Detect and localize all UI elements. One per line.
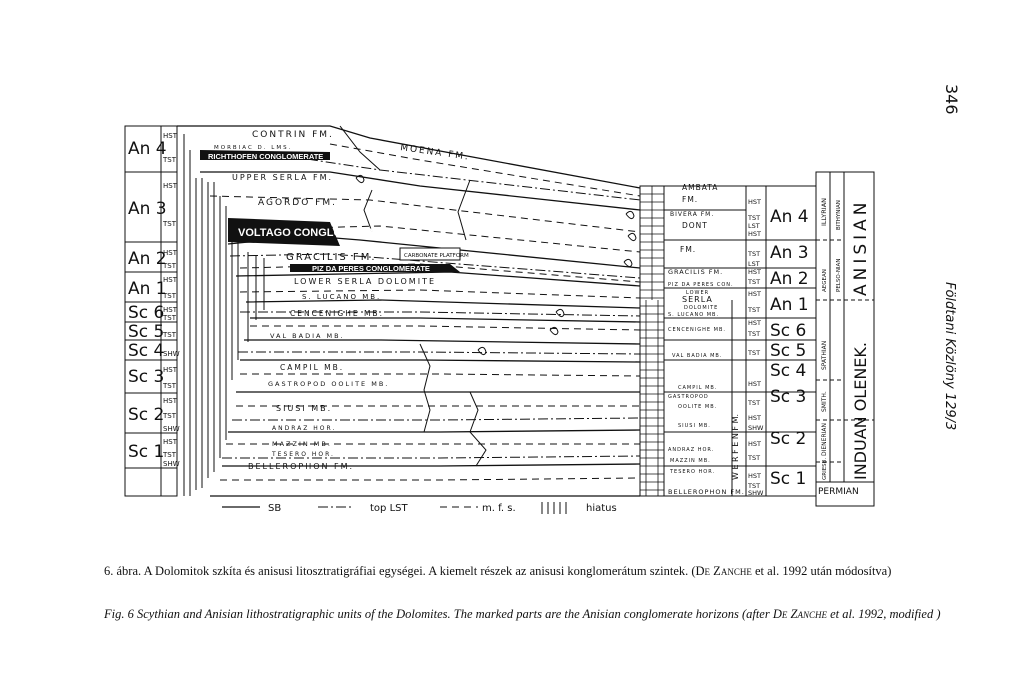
page-number: 346 — [942, 84, 961, 115]
svg-text:GASTROPOD OOLITE MB.: GASTROPOD OOLITE MB. — [268, 380, 390, 388]
unit-label: Sc 2 — [128, 405, 165, 425]
svg-text:CENCENIGHE MB.: CENCENIGHE MB. — [668, 327, 726, 333]
svg-text:BITHYNIAN: BITHYNIAN — [836, 200, 842, 230]
svg-text:AMBATA: AMBATA — [682, 183, 719, 192]
svg-text:TST: TST — [163, 292, 176, 300]
svg-text:HST: HST — [163, 249, 177, 257]
svg-text:S. LUCANO MB.: S. LUCANO MB. — [302, 293, 382, 301]
svg-text:HST: HST — [748, 198, 761, 206]
svg-text:PIZ DA PERES CON.: PIZ DA PERES CON. — [668, 282, 734, 288]
svg-text:FM.: FM. — [680, 245, 697, 254]
svg-text:SERLA: SERLA — [682, 295, 713, 304]
svg-text:HST: HST — [163, 132, 177, 140]
unit-label: Sc 5 — [128, 322, 165, 342]
svg-text:TST: TST — [163, 156, 176, 164]
svg-text:HST: HST — [163, 438, 177, 446]
svg-text:TESERO HOR.: TESERO HOR. — [670, 469, 716, 475]
legend-top-lst: top LST — [370, 503, 408, 514]
svg-text:HST: HST — [748, 414, 761, 422]
svg-text:HST: HST — [163, 397, 177, 405]
svg-text:SMITH.: SMITH. — [821, 391, 828, 412]
right-systems-tract-labels — [747, 198, 764, 497]
unit-label: Sc 1 — [128, 442, 165, 462]
svg-text:DIENERIAN: DIENERIAN — [821, 423, 828, 456]
svg-text:TST: TST — [163, 220, 176, 228]
svg-text:HST: HST — [748, 290, 761, 298]
induan-olenek-label: INDUAN OLENEK. — [851, 342, 870, 480]
journal-reference: Földtani Közlöny 129/3 — [942, 282, 957, 431]
svg-text:AEGEAN: AEGEAN — [822, 269, 828, 292]
svg-text:PELSO-NIAN: PELSO-NIAN — [836, 258, 842, 292]
unit-label: An 2 — [770, 269, 809, 289]
svg-text:ANDRAZ HOR.: ANDRAZ HOR. — [272, 425, 337, 432]
svg-text:HST: HST — [748, 380, 761, 388]
svg-text:TST: TST — [748, 482, 761, 490]
svg-text:LOWER SERLA DOLOMITE: LOWER SERLA DOLOMITE — [294, 277, 437, 286]
unit-label: Sc 4 — [770, 361, 807, 381]
hiatus-lines — [184, 134, 264, 496]
unit-label: Sc 3 — [770, 387, 807, 407]
svg-text:HST: HST — [748, 472, 761, 480]
svg-text:CENCENIGHE MB.: CENCENIGHE MB. — [290, 309, 384, 318]
svg-text:TST: TST — [163, 451, 176, 459]
svg-text:VAL BADIA MB.: VAL BADIA MB. — [672, 353, 723, 359]
svg-text:GRACILIS FM.: GRACILIS FM. — [668, 268, 724, 276]
legend-sb: SB — [268, 503, 282, 514]
svg-text:HST: HST — [163, 366, 177, 374]
unit-label: Sc 5 — [770, 341, 807, 361]
svg-text:TESERO HOR.: TESERO HOR. — [272, 451, 335, 458]
svg-text:BELLEROPHON FM.: BELLEROPHON FM. — [248, 462, 355, 471]
svg-text:TST: TST — [163, 262, 176, 270]
right-unit-labels — [770, 207, 809, 489]
svg-text:GRIESB.: GRIESB. — [822, 457, 828, 480]
unit-label: Sc 1 — [770, 469, 807, 489]
svg-text:HST: HST — [748, 268, 761, 276]
svg-text:TST: TST — [748, 214, 761, 222]
svg-text:TST: TST — [163, 382, 176, 390]
svg-text:AGORDO FM.: AGORDO FM. — [258, 198, 337, 208]
svg-text:OOLITE MB.: OOLITE MB. — [678, 404, 718, 410]
svg-text:MOENA FM.: MOENA FM. — [399, 143, 471, 163]
svg-text:TST: TST — [748, 278, 761, 286]
svg-text:SHW: SHW — [163, 425, 180, 433]
svg-text:SHW: SHW — [748, 489, 764, 497]
unit-label: An 1 — [128, 279, 167, 299]
svg-text:MAZZIN MB.: MAZZIN MB. — [272, 440, 332, 448]
svg-text:DONT: DONT — [682, 221, 708, 230]
svg-text:SHW: SHW — [163, 350, 180, 358]
svg-text:ANDRAZ HOR.: ANDRAZ HOR. — [668, 447, 715, 453]
svg-text:BIVERA FM.: BIVERA FM. — [670, 211, 715, 218]
caption-hungarian: 6. ábra. A Dolomitok szkíta és anisusi litosztratigráfiai egységei. A kiemelt részek az anisusi konglomerátum szintek. (De Zanche et al. 1992 után módosítva) — [104, 564, 892, 578]
svg-text:HST: HST — [748, 230, 761, 238]
svg-text:MAZZIN MB.: MAZZIN MB. — [670, 458, 711, 464]
voltago-label: VOLTAGO CONGLOMERATE — [238, 227, 388, 239]
permian-label: PERMIAN — [818, 487, 859, 497]
svg-text:SIUSI MB.: SIUSI MB. — [276, 404, 333, 413]
svg-text:TST: TST — [748, 399, 761, 407]
svg-text:S. LUCANO MB.: S. LUCANO MB. — [668, 312, 720, 318]
svg-text:CONTRIN FM.: CONTRIN FM. — [252, 130, 334, 140]
svg-text:ILLYRIAN: ILLYRIAN — [820, 197, 828, 226]
piz-da-peres-label: PIZ DA PERES CONGLOMERATE — [312, 264, 430, 273]
svg-text:FM.: FM. — [682, 195, 699, 204]
svg-text:GASTROPOD: GASTROPOD — [668, 394, 709, 400]
svg-text:VAL BADIA MB.: VAL BADIA MB. — [270, 332, 345, 340]
unit-label: An 3 — [128, 199, 167, 219]
svg-text:HST: HST — [163, 276, 177, 284]
svg-text:HST: HST — [748, 440, 761, 448]
richthofen-label: RICHTHOFEN CONGLOMERATE — [208, 152, 324, 161]
svg-text:GRACILIS FM.: GRACILIS FM. — [286, 252, 377, 263]
svg-text:TST: TST — [748, 454, 761, 462]
svg-text:TST: TST — [748, 349, 761, 357]
unit-label: Sc 4 — [128, 341, 165, 361]
legend-mfs: m. f. s. — [482, 503, 516, 514]
caption-english: Fig. 6 Scythian and Anisian lithostratigraphic units of the Dolomites. The marked parts are the Anisian conglomerate horizons (after De Zanche et al. 1992, modified ) — [104, 607, 941, 621]
svg-text:LOWER: LOWER — [686, 290, 710, 296]
svg-text:TST: TST — [748, 330, 761, 338]
unit-label: Sc 6 — [128, 303, 165, 323]
unit-label: An 4 — [770, 207, 809, 227]
svg-text:CAMPIL MB.: CAMPIL MB. — [678, 385, 718, 391]
anisian-label: ANISIAN — [851, 198, 871, 296]
svg-text:TST: TST — [163, 331, 176, 339]
svg-text:TST: TST — [163, 314, 176, 322]
svg-text:HST: HST — [748, 319, 761, 327]
unit-label: An 2 — [128, 249, 167, 269]
svg-text:TST: TST — [748, 250, 761, 258]
svg-text:HST: HST — [163, 306, 177, 314]
svg-text:SHW: SHW — [748, 424, 764, 432]
unit-label: Sc 2 — [770, 429, 807, 449]
unit-label: An 4 — [128, 139, 167, 159]
unit-label: Sc 6 — [770, 321, 807, 341]
unit-label: Sc 3 — [128, 367, 165, 387]
lithologic-log — [640, 186, 664, 496]
svg-text:TST: TST — [163, 412, 176, 420]
svg-text:TST: TST — [748, 306, 761, 314]
svg-text:CAMPIL MB.: CAMPIL MB. — [280, 363, 345, 372]
werfen-fm-label: W E R F E N F M. — [731, 413, 740, 480]
svg-text:LST: LST — [748, 260, 760, 268]
svg-text:BELLEROPHON FM.: BELLEROPHON FM. — [668, 488, 745, 496]
unit-label: An 3 — [770, 243, 809, 263]
svg-text:MORBIAC D. LMS.: MORBIAC D. LMS. — [214, 145, 293, 151]
svg-text:SHW: SHW — [163, 460, 180, 468]
unit-label: An 1 — [770, 295, 809, 315]
svg-text:SIUSI MB.: SIUSI MB. — [678, 423, 711, 429]
carbonate-platform-label: CARBONATE PLATFORM — [404, 253, 469, 259]
svg-text:HST: HST — [163, 182, 177, 190]
legend — [222, 502, 617, 514]
svg-text:SPATHIAN: SPATHIAN — [821, 340, 828, 370]
legend-hiatus: hiatus — [586, 503, 617, 514]
svg-text:LST: LST — [748, 222, 760, 230]
svg-text:DOLOMITE: DOLOMITE — [684, 305, 719, 311]
svg-text:UPPER SERLA FM.: UPPER SERLA FM. — [232, 173, 334, 182]
